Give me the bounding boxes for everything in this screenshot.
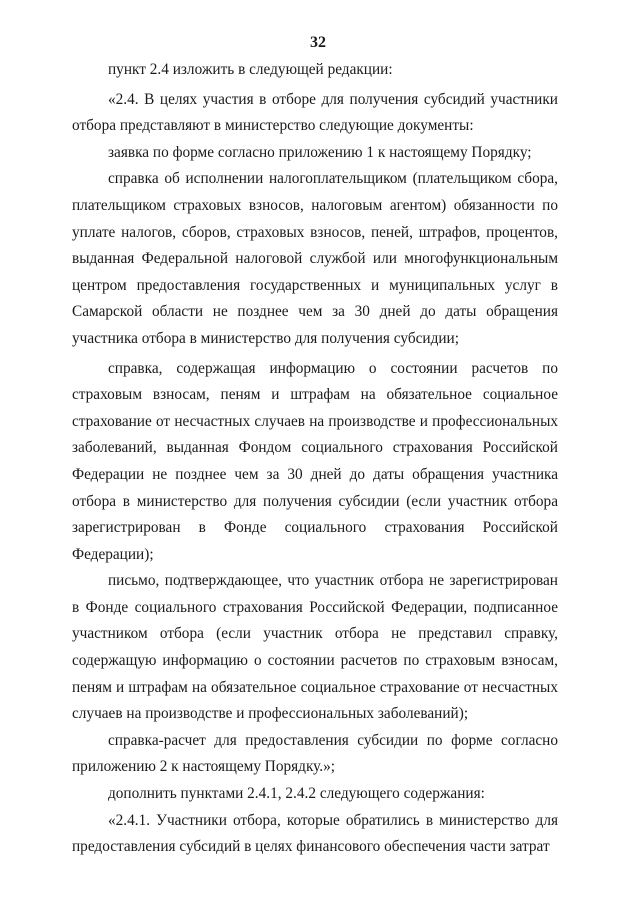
document-body bbox=[72, 57, 558, 861]
paragraph: пункт 2.4 изложить в следующей редакции: bbox=[108, 61, 393, 78]
paragraph: справка-расчет для предоставления субсидии по форме согласно приложению 2 к настоящему Порядку.»; bbox=[72, 731, 558, 776]
page-number: 32 bbox=[310, 34, 326, 51]
paragraph: заявка по форме согласно приложению 1 к настоящему Порядку; bbox=[108, 143, 532, 161]
paragraph: «2.4.1. Участники отбора, которые обратились в министерство для предоставления субсидий в целях финансового обеспечения части затрат bbox=[72, 811, 558, 856]
paragraph: дополнить пунктами 2.4.1, 2.4.2 следующего содержания: bbox=[108, 785, 485, 803]
paragraph: справка об исполнении налогоплательщиком (плательщиком сбора, плательщиком страховых взносов, налоговым агентом) обязанности по уплате налогов, сборов, страховых взносов, пеней, штрафов, процентов, выданная Федеральной налоговой службой или многофункциональным центром предоставления государственных и муниципальных услуг в Самарской области не позднее чем за 30 дней до даты обращения участника отбора в министерство для получения субсидии; bbox=[72, 170, 558, 347]
paragraph: справка, содержащая информацию о состоянии расчетов по страховым взносам, пеням и штрафам на обязательное социальное страхование от несчастных случаев на производстве и профессиональных заболеваний, выданная Фондом социального страхования Российской Федерации не позднее чем за 30 дней до даты обращения участника отбора в министерство для получения субсидии (если участник отбора зарегистрирован в Фонде социального страхования Российской Федерации); bbox=[72, 359, 558, 563]
paragraph: письмо, подтверждающее, что участник отбора не зарегистрирован в Фонде социального страхования Российской Федерации, подписанное участником отбора (если участник отбора не представил справку, содержащую информацию о состоянии расчетов по страховым взносам, пеням и штрафам на обязательное социальное страхование от несчастных случаев на производстве и профессиональных заболеваний); bbox=[72, 572, 558, 723]
paragraph: «2.4. В целях участия в отборе для получения субсидий участники отбора представляют в министерство следующие документы: bbox=[72, 90, 558, 135]
